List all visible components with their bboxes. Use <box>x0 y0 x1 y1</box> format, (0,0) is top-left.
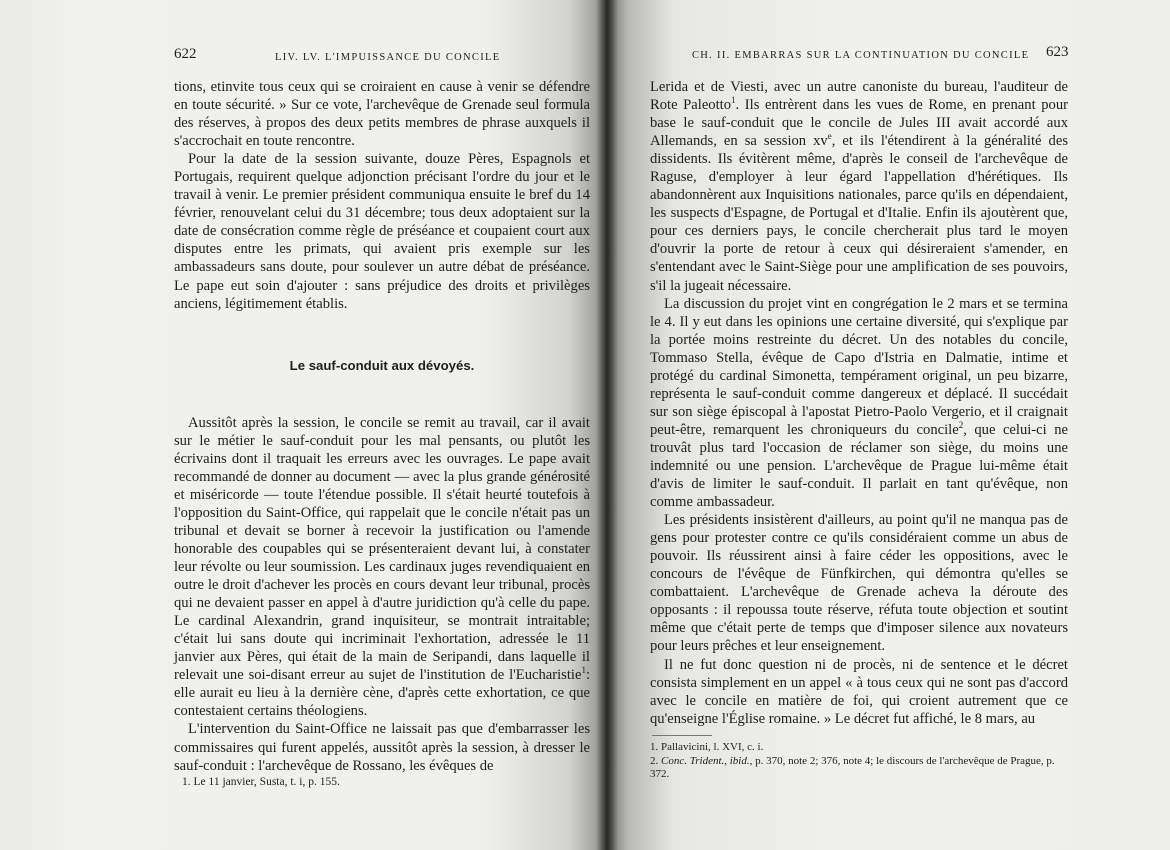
footnote-ref: 1 <box>581 665 586 676</box>
footnote: 1. Le 11 janvier, Susta, t. i, p. 155. <box>182 776 340 788</box>
paragraph <box>650 78 1068 295</box>
right-page <box>606 0 1170 850</box>
paragraph <box>174 414 590 721</box>
footnote-ref: 2 <box>958 420 964 431</box>
superscript: e <box>827 131 832 142</box>
footnote-text: , p. 370, note 2; 376, note 4; le discours de l'archevêque de Prague, p. 372. <box>650 754 1055 780</box>
paragraph: L'intervention du Saint-Office ne laissait pas que d'embarrasser les commissaires qui furent appelés, aussitôt après la session, à dresser le sauf-conduit : l'archevêque de Rossano, les évêques de <box>174 721 590 774</box>
section-heading: Le sauf-conduit aux dévoyés. <box>289 357 475 373</box>
paragraph: Il ne fut donc question ni de procès, ni de sentence et le décret consista simplement en un appel « à tous ceux qui ne sont pas d'accord avec le concile en matière de foi, qui croient autrement que ce qu'enseigne l'Église romaine. » Le décret fut affiché, le 8 mars, au <box>650 656 1068 727</box>
right-text-block <box>650 78 1068 728</box>
paragraph-text: : elle aurait eu lieu à la dernière cène, d'après cette exhortation, ce que contestaient certains théologiens. <box>174 667 590 720</box>
paragraph-text: Aussitôt après la session, le concile se remit au travail, car il avait sur le métier le sauf-conduit pour les mal pensants, ou plutôt les écrivains dont il traquait les erreurs avec les ouvrages. Le pape avait recommandé de donner au document — avec la plus grande générosité et miséricorde — toute l'étendue possible. Il s'était heurté toutefois à l'opposition du Saint-Office, qui rappelait que le concile n'était pas un tribunal et devait se borner à recevoir la justification ou l'amende honorable des coupables qui se présenteraient devant lui, à constater leur révolte ou leur soumission. Les cardinaux juges revendiquaient en outre le droit d'achever les procès en cours devant leur tribunal, procès qui ne devaient passer en appel à d'autre juridiction qu'à celle du pape. Le cardinal Alexandrin, grand inquisiteur, se montrait intraitable; c'était lui sans doute qui incriminait l'exhortation, adressée le 11 janvier aux Pères, qui était de la main de Seripandi, dans laquelle il relevait une soi-disant erreur au sujet de l'institution de l'Eucharistie <box>174 414 590 684</box>
footnote-title: Conc. Trident., ibid. <box>661 754 750 767</box>
footnote-number: 2. <box>650 754 659 767</box>
running-head: CH. II. EMBARRAS SUR LA CONTINUATION DU CONCILE <box>692 50 1030 61</box>
footnote-rule <box>652 735 712 736</box>
footnotes <box>650 741 1070 782</box>
paragraph-text: Lerida et de Viesti, avec un autre canoniste du bureau, l'auditeur de Rote Paleotto <box>650 79 1068 114</box>
paragraph: Pour la date de la session suivante, douze Pères, Espagnols et Portugais, requirent quelque adjonction précisant l'ordre du jour et le travail à venir. Le premier président communiqua ensuite le bref du 14 février, renouvelant celui du 31 décembre; tous deux adoptaient sur la date de consécration comme règle de préséance et coupaient court aux disputes entre les primats, qui avaient pris exemple sur les ambassadeurs sans doute, pour soulever un autre débat de préséance. Le pape eut soin d'ajouter : sans préjudice des droits et privilèges anciens, légitimement établis. <box>174 151 590 312</box>
paragraph <box>650 295 1068 512</box>
footnote-ref: 1 <box>731 95 736 106</box>
page-number: 622 <box>174 46 197 62</box>
book-gutter <box>596 0 618 850</box>
paragraph-text: La discussion du projet vint en congrégation le 2 mars et se termina le 4. Il y eut dans les opinions une certaine diversité, qui s'explique par la portée moins restreinte du décret. Un des notables du concile, Tommaso Stella, évêque de Capo d'Istria en Dalmatie, intime et protégé du cardinal Simonetta, tempérament original, un peu bizarre, représenta le sauf-conduit comme dangereux et déplacé. Il succédait sur son siège épiscopal à l'apostat Pietro-Paolo Vergerio, et il craignait peut-être, remarquent les chroniqueurs du concile <box>650 295 1068 438</box>
page-number: 623 <box>1046 44 1069 60</box>
paragraph-text: , et ils l'étendirent à la généralité des dissidents. Ils évitèrent même, d'après le conseil de l'archevêque de Raguse, d'employer à leur égard l'appellation d'hérétiques. Ils abandonnèrent aux Inquisitions nationales, parce qu'ils en dépendaient, les suspects d'Espagne, de Portugal et d'Italie. Enfin ils ajoutèrent que, pour ces derniers pays, le concile chercherait plus tard le moyen d'ouvrir la porte de retour à ceux qui désireraient s'amender, en s'entendant avec le Saint-Siège pour une amplification de ses pouvoirs, s'il la jugeait nécessaire. <box>650 133 1068 294</box>
paragraph: tions, etinvite tous ceux qui se croiraient en cause à venir se défendre en toute sécurité. » Sur ce vote, l'archevêque de Grenade seul formula des réserves, à propos des deux petits membres de phrase auxquels il s'accrochait en toute rencontre. <box>174 79 590 150</box>
paragraph-text: . Ils entrèrent dans les vues de Rome, en prenant pour base le sauf-conduit que le concile de Jules III avait accordé aux Allemands, en sa session xv <box>650 97 1068 150</box>
left-text-block <box>174 78 590 775</box>
running-head: LIV. LV. L'IMPUISSANCE DU CONCILE <box>275 52 501 63</box>
paragraph-text: , que celui-ci ne trouvât plus tard l'occasion de réclamer son siège, du moins une indemnité ou une pension. L'archevêque de Prague lui-même était d'avis de limiter le sauf-conduit. Il parlait en tant qu'évêque, non comme ambassadeur. <box>650 421 1068 511</box>
footnote: 1. Pallavicini, l. XVI, c. i. <box>650 741 764 753</box>
paragraph: Les présidents insistèrent d'ailleurs, au point qu'il ne manqua pas de gens pour protester contre ce qu'ils considéraient comme un abus de pouvoir. Ils réussirent ainsi à faire céder les oppositions, avec le concours de l'évêque de Fünfkirchen, qui démontra qu'elles se combattaient. L'archevêque de Grenade acheva la déroute des opposants : il repoussa toute réserve, réfuta toute objection et soutint même que c'était perte de temps que d'imposer silence aux novateurs pour leurs prêches et leur enseignement. <box>650 512 1068 655</box>
footnote <box>650 755 1070 782</box>
